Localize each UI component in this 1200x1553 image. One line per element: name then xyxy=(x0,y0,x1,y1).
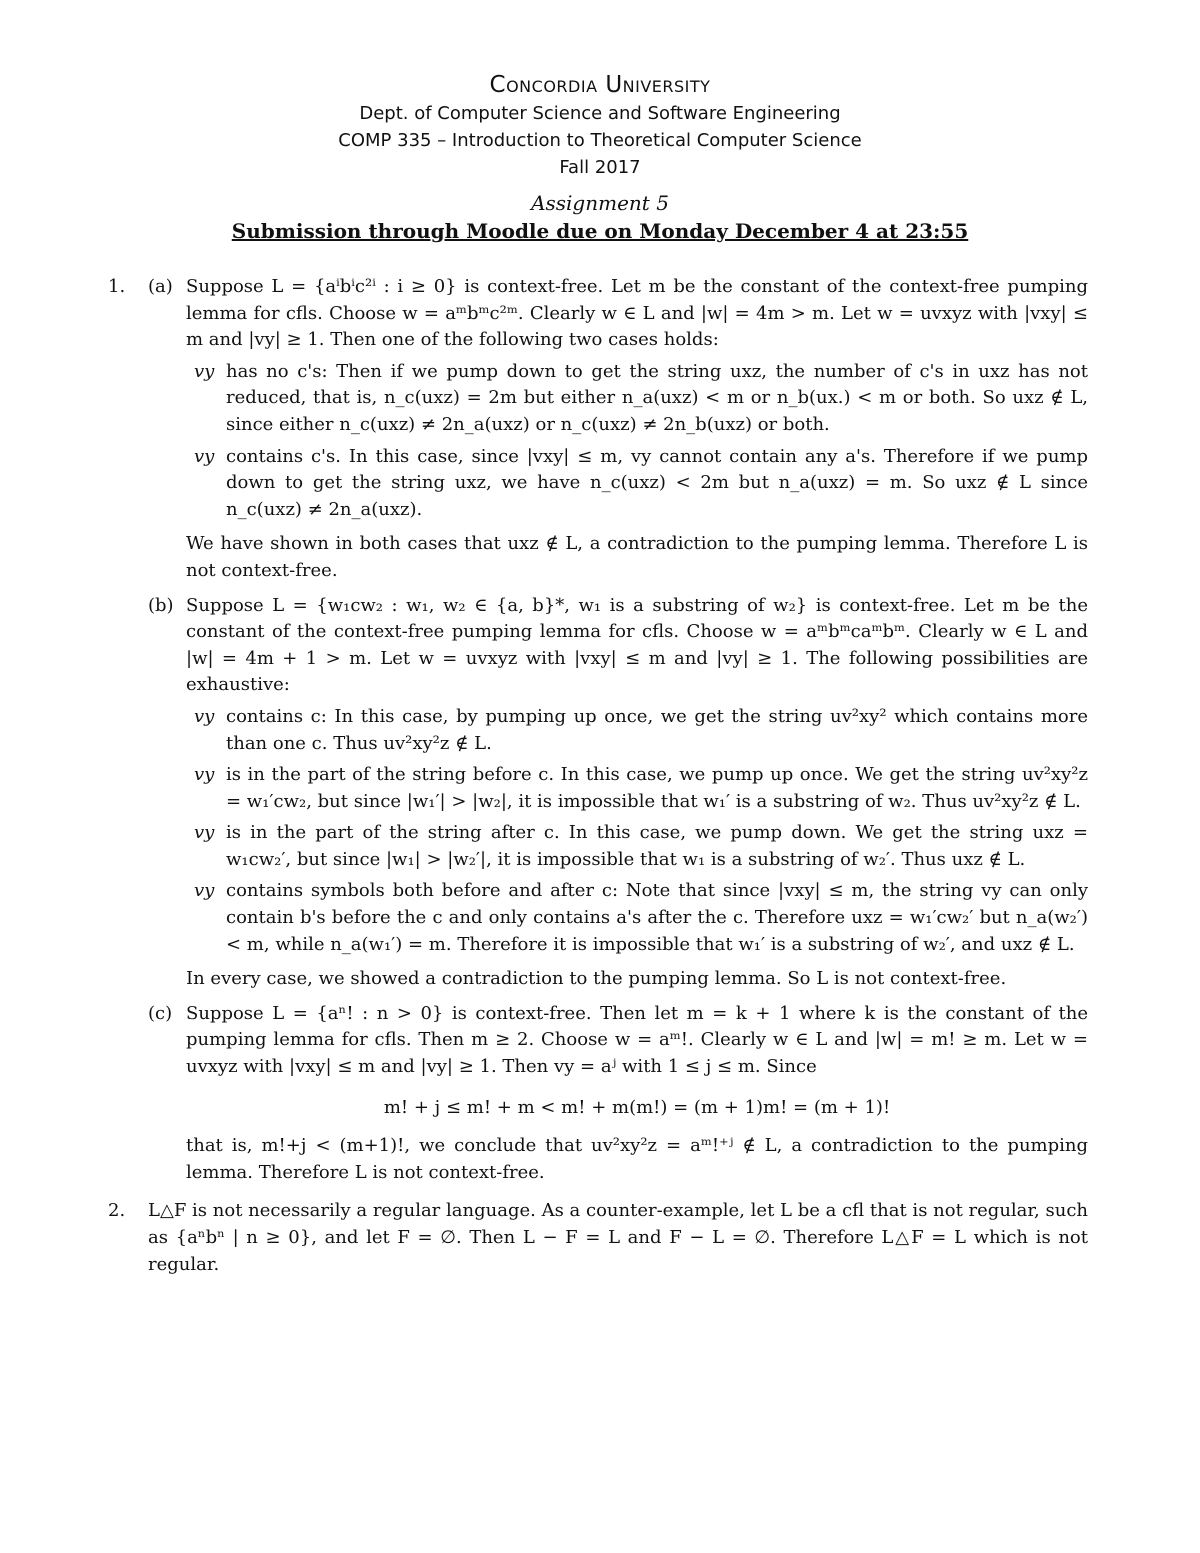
case-item xyxy=(186,762,1088,815)
part-a-intro: Suppose L = {aⁱbⁱc²ⁱ : i ≥ 0} is context-free. Let m be the constant of the context-free pumping lemma for cfls. Choose w = aᵐbᵐc²ᵐ. Clearly w ∈ L and |w| = 4m > m. Let w = uvxyz with |vxy| ≤ m and |vy| ≥ 1. Then one of the following two cases holds: xyxy=(186,276,1088,351)
case-lead: vy xyxy=(194,360,215,382)
case-text: contains c's. In this case, since |vxy| ≤ m, vy cannot contain any a's. Therefore if we pump down to get the string uxz, we have n_c(uxz) < 2m but n_a(uxz) = m. So uxz ∉ L since n_c(uxz) ≠ 2n_a(uxz). xyxy=(226,445,1088,520)
part-b-intro: Suppose L = {w₁cw₂ : w₁, w₂ ∈ {a, b}*, w₁ is a substring of w₂} is context-free. Let m be the constant of the context-free pumping lemma for cfls. Choose w = aᵐbᵐcaᵐbᵐ. Clearly w ∈ L and |w| = 4m + 1 > m. Let w = uvxyz with |vxy| ≤ m and |vy| ≥ 1. The following possibilities are exhaustive: xyxy=(186,594,1088,696)
case-lead: vy xyxy=(194,764,215,786)
document-body xyxy=(108,274,1088,1278)
course-title: COMP 335 – Introduction to Theoretical Computer Science xyxy=(338,130,862,151)
part-label: (a) xyxy=(148,276,173,297)
case-item xyxy=(186,359,1088,439)
question-2-text: L△F is not necessarily a regular language. As a counter-example, let L be a cfl that is not regular, such as {aⁿbⁿ | n ≥ 0}, and let F = ∅. Then L − F = L and F − L = ∅. Therefore L△F = L which is not regular. xyxy=(148,1200,1088,1275)
university-name: Concordia University xyxy=(489,72,711,98)
part-c-intro: Suppose L = {aⁿ! : n > 0} is context-free. Then let m = k + 1 where k is the constant of the pumping lemma for cfls. Then m ≥ 2. Choose w = aᵐ!. Clearly w ∈ L and |w| = m! ≥ m. Let w = uvxyz with |vxy| ≤ m and |vy| ≥ 1. Then vy = aʲ with 1 ≤ j ≤ m. Since xyxy=(186,1002,1088,1078)
case-item xyxy=(186,820,1088,873)
case-item xyxy=(186,444,1088,524)
question-2 xyxy=(108,1198,1088,1278)
question-number: 2. xyxy=(108,1200,126,1222)
part-a-conclusion: We have shown in both cases that uxz ∉ L, a contradiction to the pumping lemma. Therefore L is not context-free. xyxy=(186,533,1088,581)
case-text: contains symbols both before and after c: Note that since |vxy| ≤ m, the string vy can only contain b's before the c and only contains a's after the c. Therefore uxz = w₁′cw₂′ but n_a(w₂′) < m, while n_a(w₁′) = m. Therefore it is impossible that w₁′ is a substring of w₂′, and uxz ∉ L. xyxy=(226,880,1088,955)
part-b xyxy=(148,593,1088,993)
part-c-conclusion: that is, m!+j < (m+1)!, we conclude that uv²xy²z = aᵐ!⁺ʲ ∉ L, a contradiction to the pumping lemma. Therefore L is not context-free. xyxy=(186,1135,1088,1183)
document-header xyxy=(0,70,1200,245)
department-name: Dept. of Computer Science and Software Engineering xyxy=(359,103,841,124)
case-text: has no c's: Then if we pump down to get the string uxz, the number of c's in uxz has not reduced, that is, n_c(uxz) = 2m but either n_a(uxz) < m or n_b(ux.) < m or both. So uxz ∉ L, since either n_c(uxz) ≠ 2n_a(uxz) or n_c(uxz) ≠ 2n_b(uxz) or both. xyxy=(226,360,1088,435)
case-lead: vy xyxy=(194,822,215,844)
part-label: (c) xyxy=(148,1002,173,1024)
question-number: 1. xyxy=(108,276,126,297)
case-item xyxy=(186,704,1088,757)
case-lead: vy xyxy=(194,445,215,467)
part-c xyxy=(148,1001,1088,1187)
case-text: is in the part of the string after c. In this case, we pump down. We get the string uxz = w₁cw₂′, but since |w₁| > |w₂′|, it is impossible that w₁ is a substring of w₂′. Thus uxz ∉ L. xyxy=(226,822,1088,870)
due-date-line: Submission through Moodle due on Monday December 4 at 23:55 xyxy=(231,219,969,243)
display-equation: m! + j ≤ m! + m < m! + m(m!) = (m + 1)m! = (m + 1)! xyxy=(383,1096,891,1118)
case-text: contains c: In this case, by pumping up once, we get the string uv²xy² which contains more than one c. Thus uv²xy²z ∉ L. xyxy=(226,705,1088,754)
part-a xyxy=(148,274,1088,585)
part-b-conclusion: In every case, we showed a contradiction to the pumping lemma. So L is not context-free. xyxy=(186,968,1007,990)
assignment-title: Assignment 5 xyxy=(531,191,669,215)
case-item xyxy=(186,878,1088,958)
case-text: is in the part of the string before c. In this case, we pump up once. We get the string uv²xy²z = w₁′cw₂, but since |w₁′| > |w₂|, it is impossible that w₁′ is a substring of w₂. Thus uv²xy²z ∉ L. xyxy=(226,764,1088,812)
part-label: (b) xyxy=(148,594,174,616)
term: Fall 2017 xyxy=(559,157,641,178)
case-lead: vy xyxy=(194,880,215,902)
case-lead: vy xyxy=(194,705,215,727)
question-1 xyxy=(108,274,1088,1186)
